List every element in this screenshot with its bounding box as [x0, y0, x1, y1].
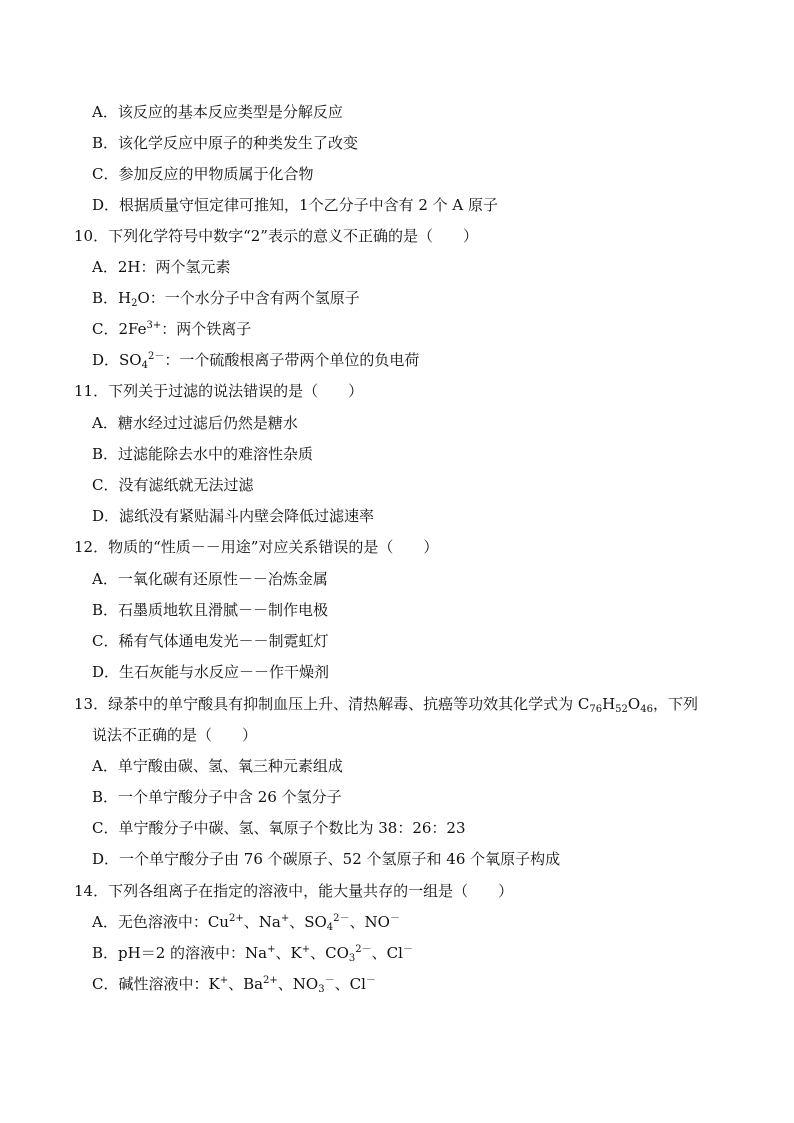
q12-option-a: A．一氧化碳有还原性－－冶炼金属	[92, 570, 328, 588]
q13-option-a: A．单宁酸由碳、氢、氧三种元素组成	[92, 757, 343, 775]
superscript: －	[365, 975, 376, 986]
superscript: －	[402, 944, 413, 955]
subscript: 4	[326, 922, 334, 933]
text: C．碱性溶液中：K	[92, 975, 220, 993]
subscript: 52	[615, 704, 628, 715]
superscript: +	[301, 944, 311, 955]
text: 13．绿茶中的单宁酸具有抑制血压上升、清热解毒、抗癌等功效其化学式为 C	[74, 695, 590, 713]
q10-option-b	[92, 288, 360, 308]
subscript: 2	[131, 298, 138, 309]
text: O：一个水分子中含有两个氢原子	[137, 289, 360, 307]
text: 、NO	[349, 913, 390, 931]
q14-option-c	[92, 974, 376, 994]
text: C．2Fe	[92, 320, 147, 338]
superscript: +	[267, 944, 276, 955]
superscript: 2+	[263, 975, 278, 986]
subscript: 3	[318, 984, 325, 995]
q11-stem: 11．下列关于过滤的说法错误的是（ ）	[74, 382, 364, 400]
q13-stem-line2: 说法不正确的是（ ）	[92, 726, 258, 744]
q13-stem	[74, 694, 698, 714]
q10-option-c	[92, 319, 251, 339]
superscript: 3+	[146, 320, 162, 331]
q9-option-c: C．参加反应的甲物质属于化合物	[92, 165, 314, 183]
q9-option-b: B．该化学反应中原子的种类发生了改变	[92, 134, 359, 152]
q9-option-a: A．该反应的基本反应类型是分解反应	[92, 103, 343, 121]
q13-option-b: B．一个单宁酸分子中含 26 个氢分子	[92, 788, 342, 806]
q11-option-d: D．滤纸没有紧贴漏斗内壁会降低过滤速率	[92, 507, 375, 525]
q11-option-a: A．糖水经过过滤后仍然是糖水	[92, 414, 298, 432]
q12-stem: 12．物质的“性质－－用途”对应关系错误的是（ ）	[74, 538, 439, 556]
text: ，下列	[652, 695, 698, 713]
q12-option-c: C．稀有气体通电发光－－制霓虹灯	[92, 632, 329, 650]
text: 、NO	[277, 975, 319, 993]
q13-option-c: C．单宁酸分子中碳、氢、氧原子个数比为 38：26：23	[92, 819, 466, 837]
q12-option-b: B．石墨质地软且滑腻－－制作电极	[92, 601, 329, 619]
subscript: 76	[589, 704, 603, 715]
q13-option-d: D．一个单宁酸分子由 76 个碳原子、52 个氢原子和 46 个氧原子构成	[92, 850, 561, 868]
text: H	[602, 695, 616, 713]
text: ：两个铁离子	[161, 320, 252, 338]
superscript: +	[280, 913, 290, 924]
q14-stem: 14．下列各组离子在指定的溶液中，能大量共存的一组是（ ）	[74, 882, 514, 900]
q11-option-b: B．过滤能除去水中的难溶性杂质	[92, 445, 314, 463]
text: D．SO	[92, 351, 142, 369]
q12-option-d: D．生石灰能与水反应－－作干燥剂	[92, 663, 330, 681]
text: O	[627, 695, 641, 713]
q10-option-a: A．2H：两个氢元素	[92, 258, 231, 276]
text: A．无色溶液中：Cu	[92, 913, 229, 931]
text: 、Ba	[228, 975, 264, 993]
text: 、SO	[289, 913, 327, 931]
text: 、Cl	[334, 975, 366, 993]
text: ：一个硫酸根离子带两个单位的负电荷	[164, 351, 420, 369]
q11-option-c: C．没有滤纸就无法过滤	[92, 476, 254, 494]
text: 、K	[275, 944, 302, 962]
subscript: 4	[141, 360, 148, 371]
superscript: 2－	[355, 944, 372, 955]
q9-option-d: D．根据质量守恒定律可推知，1个乙分子中含有 2 个 A 原子	[92, 196, 499, 214]
subscript: 46	[640, 704, 653, 715]
superscript: 2+	[228, 913, 244, 924]
q10-stem: 10．下列化学符号中数字“2”表示的意义不正确的是（ ）	[74, 227, 478, 245]
superscript: －	[389, 913, 400, 924]
q10-option-d	[92, 350, 419, 370]
superscript: －	[324, 975, 335, 986]
text: 、Na	[243, 913, 281, 931]
subscript: 3	[348, 953, 356, 964]
superscript: +	[219, 975, 229, 986]
superscript: 2－	[147, 351, 165, 362]
text: 、CO	[310, 944, 349, 962]
q14-option-b	[92, 943, 413, 963]
text: B．H	[92, 289, 132, 307]
superscript: 2－	[333, 913, 350, 924]
text: B．pH＝2 的溶液中：Na	[92, 944, 268, 962]
text: 、Cl	[371, 944, 403, 962]
q14-option-a	[92, 912, 400, 932]
